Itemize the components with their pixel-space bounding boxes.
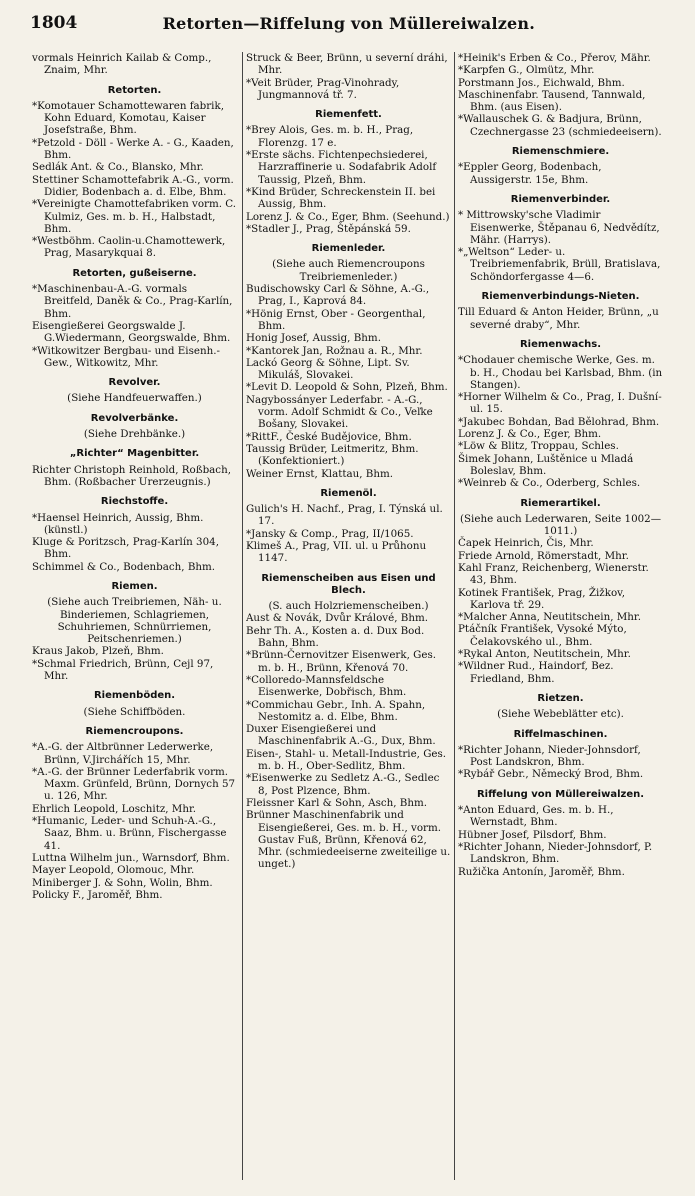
directory-entry: *RittF., České Budějovice, Bhm. (246, 430, 412, 443)
section-heading: Revolverbänke. (90, 412, 179, 424)
directory-entry: *Kantorek Jan, Rožnau a. R., Mhr. (246, 344, 423, 357)
directory-entry: *A.-G. der Altbrünner Lederwerke, Brünn, V.Jirchářích 15, Mhr. (32, 741, 214, 766)
directory-entry: Taussig Brüder, Leitmeritz, Bhm. (Konfektioniert.) (246, 442, 419, 468)
cross-reference-note: (S. auch Holzriemenscheiben.) (268, 600, 429, 613)
directory-entry: Policky F., Jaroměř, Bhm. (32, 888, 163, 901)
directory-entry: Porstmann Jos., Eichwald, Bhm. (458, 76, 625, 89)
directory-entry: Hübner Josef, Pilsdorf, Bhm. (458, 828, 607, 841)
directory-entry: *Komotauer Schamottewaren fabrik, Kohn Eduard, Komotau, Kaiser Josefstraße, Bhm. (32, 99, 224, 137)
section-heading: Riemencroupons. (85, 725, 184, 737)
section-heading: Riffelmaschinen. (513, 728, 608, 740)
directory-entry: *Vereinigte Chamottefabriken vorm. C. Kulmiz, Ges. m. b. H., Halbstadt, Bhm. (32, 198, 237, 235)
directory-entry: Fleissner Karl & Sohn, Asch, Bhm. (246, 796, 428, 809)
column-divider (242, 52, 243, 1180)
directory-entry: *„Weltson“ Leder- u. Treibriemenfabrik, Brüll, Bratislava, Schöndorfergasse 4—6. (458, 246, 661, 283)
cross-reference-note: (Siehe Webeblätter etc). (497, 708, 624, 721)
directory-entry: Honig Josef, Aussig, Bhm. (246, 332, 381, 345)
directory-entry: *Kind Brüder, Schreckenstein II. bei Aussig, Bhm. (246, 185, 436, 211)
directory-entry: Miniberger J. & Sohn, Wolin, Bhm. (32, 876, 213, 889)
column-1 (32, 52, 237, 1192)
directory-entry: *Commichau Gebr., Inh. A. Spahn, Nestomitz a. d. Elbe, Bhm. (246, 698, 426, 723)
column-3 (458, 52, 663, 1192)
cross-reference-note: (Siehe Handfeuerwaffen.) (67, 392, 202, 405)
directory-entry: *Witkowitzer Bergbau- und Eisenh.-Gew., Witkowitz, Mhr. (32, 344, 220, 369)
section-heading: Riechstoffe. (100, 496, 169, 508)
directory-entry: Friede Arnold, Römerstadt, Mhr. (458, 549, 629, 562)
directory-entry: Ružička Antonín, Jaroměř, Bhm. (458, 865, 625, 878)
column-2 (246, 52, 451, 1192)
section-heading: Riemenböden. (93, 690, 176, 702)
page-header (30, 6, 665, 40)
cross-reference-note: (Siehe auch Riemencroupons Treibriemenleder.) (272, 258, 425, 283)
directory-entry: * Mittrowsky'sche Vladimir Eisenwerke, Štěpanau 6, Nedvědítz, Mähr. (Harrys). (458, 209, 660, 246)
directory-entry: Gulich's H. Nachf., Prag, I. Týnská ul. 17. (246, 503, 443, 528)
cross-reference-note: (Siehe auch Lederwaren, Seite 1002— 1011.) (459, 512, 662, 538)
section-heading: „Richter“ Magenbitter. (69, 448, 200, 460)
directory-entry: *Richter Johann, Nieder-Johnsdorf, P. Landskron, Bhm. (458, 840, 653, 866)
directory-entry: vormals Heinrich Kailab & Comp., Znaim, Mhr. (32, 52, 212, 77)
directory-entry: Luttna Wilhelm jun., Warnsdorf, Bhm. (32, 851, 230, 864)
directory-entry: Budischowsky Carl & Söhne, A.-G., Prag, I., Kaprová 84. (246, 283, 430, 308)
directory-entry: Kotinek František, Prag, Žižkov, Karlova tř. 29. (458, 586, 626, 611)
section-heading: Riemenverbinder. (510, 193, 611, 205)
directory-entry: *Chodauer chemische Werke, Ges. m. b. H., Chodau bei Karlsbad, Bhm. (in Stangen). (458, 354, 663, 391)
directory-entry: Aust & Novák, Dvůr Králové, Bhm. (246, 612, 428, 625)
directory-entry: Ptáčník František, Vysoké Mýto, Čelakovského ul., Bhm. (458, 623, 627, 648)
directory-entry: Duxer Eisengießerei und Maschinenfabrik A.-G., Dux, Bhm. (246, 723, 436, 748)
directory-entry: *Brünn-Černovitzer Eisenwerk, Ges. m. b. H., Brünn, Křenová 70. (246, 649, 437, 674)
page-number: 1804 (30, 13, 78, 33)
section-heading: Revolver. (108, 377, 161, 389)
directory-entry: Maschinenfabr. Tausend, Tannwald, Bhm. (aus Eisen). (458, 88, 646, 114)
directory-entry: *Westböhm. Caolin-u.Chamottewerk, Prag, Masarykquai 8. (32, 235, 226, 260)
directory-entry: *Weinreb & Co., Oderberg, Schles. (458, 477, 641, 490)
directory-entry: *Schmal Friedrich, Brünn, Cejl 97, Mhr. (32, 657, 214, 683)
directory-entry: *A.-G. der Brünner Lederfabrik vorm. Maxm. Grünfeld, Brünn, Dornych 57 u. 126, Mhr. (32, 765, 236, 803)
directory-entry: *Brey Alois, Ges. m. b. H., Prag, Florenzg. 17 e. (246, 124, 414, 149)
directory-entry: Schimmel & Co., Bodenbach, Bhm. (32, 560, 216, 573)
directory-entry: Lorenz J. & Co., Eger, Bhm. (458, 428, 602, 441)
directory-entry: *Colloredo-Mannsfeldsche Eisenwerke, Dobřisch, Bhm. (246, 673, 407, 699)
directory-entry: Brünner Maschinenfabrik und Eisengießerei, Ges. m. b. H., vorm. Gustav Fuß, Brünn, Křenová 62, Mhr. (schmiedeeiserne zweiteilige u. unget.) (246, 809, 451, 871)
directory-entry: *Stadler J., Prag, Štěpánská 59. (246, 222, 411, 235)
directory-entry: *Eppler Georg, Bodenbach, Aussigerstr. 15e, Bhm. (458, 161, 602, 186)
directory-entry: *Rykal Anton, Neutitschein, Mhr. (458, 648, 631, 661)
directory-entry: *Jansky & Comp., Prag, II/1065. (246, 527, 414, 540)
directory-entry: Kluge & Poritzsch, Prag-Karlín 304, Bhm. (32, 536, 219, 561)
directory-entry: Šimek Johann, Luštěnice u Mladá Boleslav, Bhm. (458, 452, 634, 477)
section-heading: Riemenwachs. (519, 338, 601, 350)
section-heading: Riemenverbindungs-Nieten. (481, 291, 640, 303)
directory-entry: *Humanic, Leder- und Schuh-A.-G., Saaz, Bhm. u. Brünn, Fischergasse 41. (32, 815, 227, 852)
directory-entry: Sedlák Ant. & Co., Blansko, Mhr. (32, 161, 204, 174)
directory-entry: Richter Christoph Reinhold, Roßbach, Bhm. (Roßbacher Urerzeugnis.) (32, 463, 231, 488)
directory-entry: *Heinik's Erben & Co., Přerov, Mähr. (458, 52, 651, 64)
directory-entry: *Wallauschek G. & Badjura, Brünn, Czechnergasse 23 (schmiedeeisern). (458, 113, 662, 138)
directory-entry: *Petzold - Döll - Werke A. - G., Kaaden, Bhm. (32, 136, 234, 162)
directory-entry: *Maschinenbau-A.-G. vormals Breitfeld, Daněk & Co., Prag-Karlín, Bhm. (32, 283, 233, 320)
directory-entry: Eisen-, Stahl- u. Metall-Industrie, Ges. m. b. H., Ober-Sedlitz, Bhm. (246, 747, 447, 773)
directory-entry: *Haensel Heinrich, Aussig, Bhm. (künstl.) (32, 511, 204, 536)
directory-entry: Struck & Beer, Brünn, u severní dráhi, Mhr. (246, 52, 448, 77)
directory-entry: *Wildner Rud., Haindorf, Bez. Friedland, Bhm. (458, 660, 614, 685)
directory-entry: Eisengießerei Georgswalde J. G.Wiedermann, Georgswalde, Bhm. (32, 319, 231, 345)
section-heading: Riemenschmiere. (511, 146, 610, 158)
directory-entry: *Jakubec Bohdan, Bad Bělohrad, Bhm. (458, 415, 660, 428)
column-divider (454, 52, 455, 1180)
section-heading: Riffelung von Müllereiwalzen. (476, 788, 645, 800)
section-heading: Riemenöl. (320, 487, 377, 499)
directory-entry: Nagybossányer Lederfabr. - A.-G., vorm. Adolf Schmidt & Co., Veľke Bošany, Slovakei. (246, 393, 433, 431)
directory-entry: *Eisenwerke zu Sedletz A.-G., Sedlec 8, Post Plzence, Bhm. (246, 772, 440, 797)
directory-entry: Lackó Georg & Söhne, Lipt. Sv. Mikuláš, Slovakei. (246, 356, 410, 382)
directory-entry: *Hönig Ernst, Ober - Georgenthal, Bhm. (246, 307, 426, 332)
section-heading: Riemerartikel. (520, 497, 601, 509)
section-heading: Riemenfett. (315, 109, 382, 121)
directory-entry: Behr Th. A., Kosten a. d. Dux Bod. Bahn, Bhm. (246, 624, 425, 650)
cross-reference-note: (Siehe Schiffböden. (83, 705, 186, 718)
section-heading: Retorten, gußeiserne. (72, 267, 197, 279)
directory-entry: Kahl Franz, Reichenberg, Wienerstr. 43, Bhm. (458, 561, 649, 587)
cross-reference-note: (Siehe Drehbänke.) (83, 428, 186, 441)
directory-entry: *Veit Brüder, Prag-Vinohrady, Jungmannová tř. 7. (246, 76, 400, 101)
directory-entry: *Erste sächs. Fichtenpechsiederei, Harzraffinerie u. Sodafabrik Adolf Taussig, Plzeň, Bhm. (246, 149, 437, 186)
directory-entry: *Horner Wilhelm & Co., Prag, I. Dušní-ul. 15. (458, 391, 662, 416)
cross-reference-note: (Siehe auch Treibriemen, Näh- u. Binderiemen, Schlagriemen, Schuhriemen, Schnürriemen, Peitschenriemen.) (47, 596, 222, 646)
section-heading: Riemenleder. (311, 243, 386, 255)
directory-entry: *Malcher Anna, Neutitschein, Mhr. (458, 611, 641, 624)
section-heading: Riemenscheiben aus Eisen und Blech. (261, 572, 436, 596)
section-heading: Retorten. (107, 84, 162, 96)
directory-entry: Lorenz J. & Co., Eger, Bhm. (Seehund.) (246, 210, 450, 223)
directory-entry: Kraus Jakob, Plzeň, Bhm. (32, 645, 164, 658)
directory-entry: *Löw & Blitz, Troppau, Schles. (458, 440, 619, 453)
directory-entry: *Rybář Gebr., Německý Brod, Bhm. (458, 768, 644, 781)
directory-entry: Čapek Heinrich, Čis, Mhr. (458, 537, 594, 550)
directory-entry: *Richter Johann, Nieder-Johnsdorf, Post Landskron, Bhm. (458, 743, 641, 769)
directory-entry: Stettiner Schamottefabrik A.-G., vorm. Didier, Bodenbach a. d. Elbe, Bhm. (32, 173, 234, 198)
directory-entry: Weiner Ernst, Klattau, Bhm. (246, 467, 394, 480)
directory-entry: Ehrlich Leopold, Loschitz, Mhr. (32, 802, 197, 815)
directory-entry: *Karpfen G., Olmütz, Mhr. (458, 64, 595, 77)
directory-entry: *Anton Eduard, Ges. m. b. H., Wernstadt, Bhm. (458, 804, 614, 829)
running-head: Retorten—Riffelung von Müllereiwalzen. (162, 13, 535, 33)
section-heading: Riemen. (111, 580, 158, 592)
directory-entry: Klimeš A., Prag, VII. ul. u Průhonu 1147. (246, 539, 427, 565)
directory-entry: Till Eduard & Anton Heider, Brünn, „u severné draby“, Mhr. (458, 306, 659, 331)
directory-entry: Mayer Leopold, Olomouc, Mhr. (32, 864, 195, 877)
directory-entry: *Levit D. Leopold & Sohn, Plzeň, Bhm. (246, 381, 448, 394)
section-heading: Rietzen. (537, 692, 584, 704)
